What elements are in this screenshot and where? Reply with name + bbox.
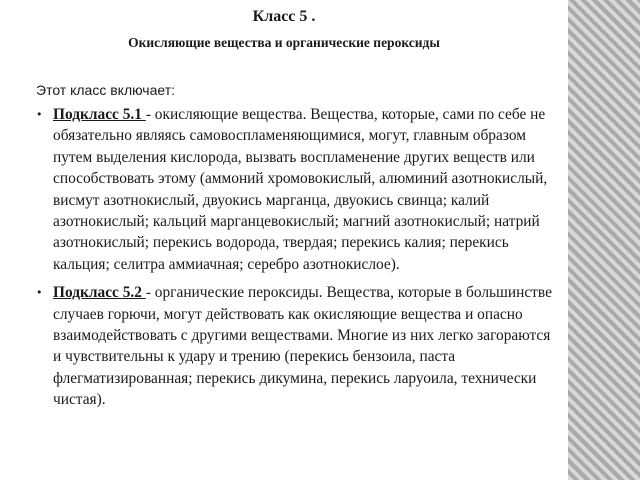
intro-text: Этот класс включает:	[36, 82, 176, 98]
page-subtitle: Окисляющие вещества и органические пероксиды	[128, 35, 440, 50]
subclass-description: - окисляющие вещества. Вещества, которые, сами по себе не обязательно являясь самовоспламеняющимися, могут, главным образом путем выделения кислорода, вызвать воспламенение других веществ или способствовать этому (аммоний хромовокислый, алюминий азотнокислый, висмут азотнокислый, двуокись марганца, двуокись свинца; калий азотнокислый; кальций марганцевокислый; магний азотнокислый; натрий азотнокислый; перекись водорода, твердая; перекись калия; перекись кальция; селитра аммиачная; серебро азотнокислое).	[53, 106, 548, 273]
subclass-description: - органические пероксиды. Вещества, которые в большинстве случаев горючи, могут действовать как окисляющие вещества и опасно взаимодействовать с другими веществами. Многие из них легко загораются и чувствительны к удару и трению (перекись бензоила, паста флегматизированная; перекись дикумина, перекись ларуоила, технически чистая).	[53, 284, 552, 409]
page-title: Класс 5 .	[252, 8, 316, 25]
subclass-label: Подкласс 5.2	[53, 284, 146, 302]
bullet-icon: •	[36, 286, 43, 300]
decorative-stripe	[568, 0, 640, 480]
list-item-subclass-5-1	[36, 104, 552, 275]
subclass-list	[36, 104, 552, 411]
subclass-label: Подкласс 5.1	[53, 106, 146, 123]
list-item-subclass-5-2	[36, 282, 552, 410]
bullet-icon: •	[36, 108, 43, 121]
